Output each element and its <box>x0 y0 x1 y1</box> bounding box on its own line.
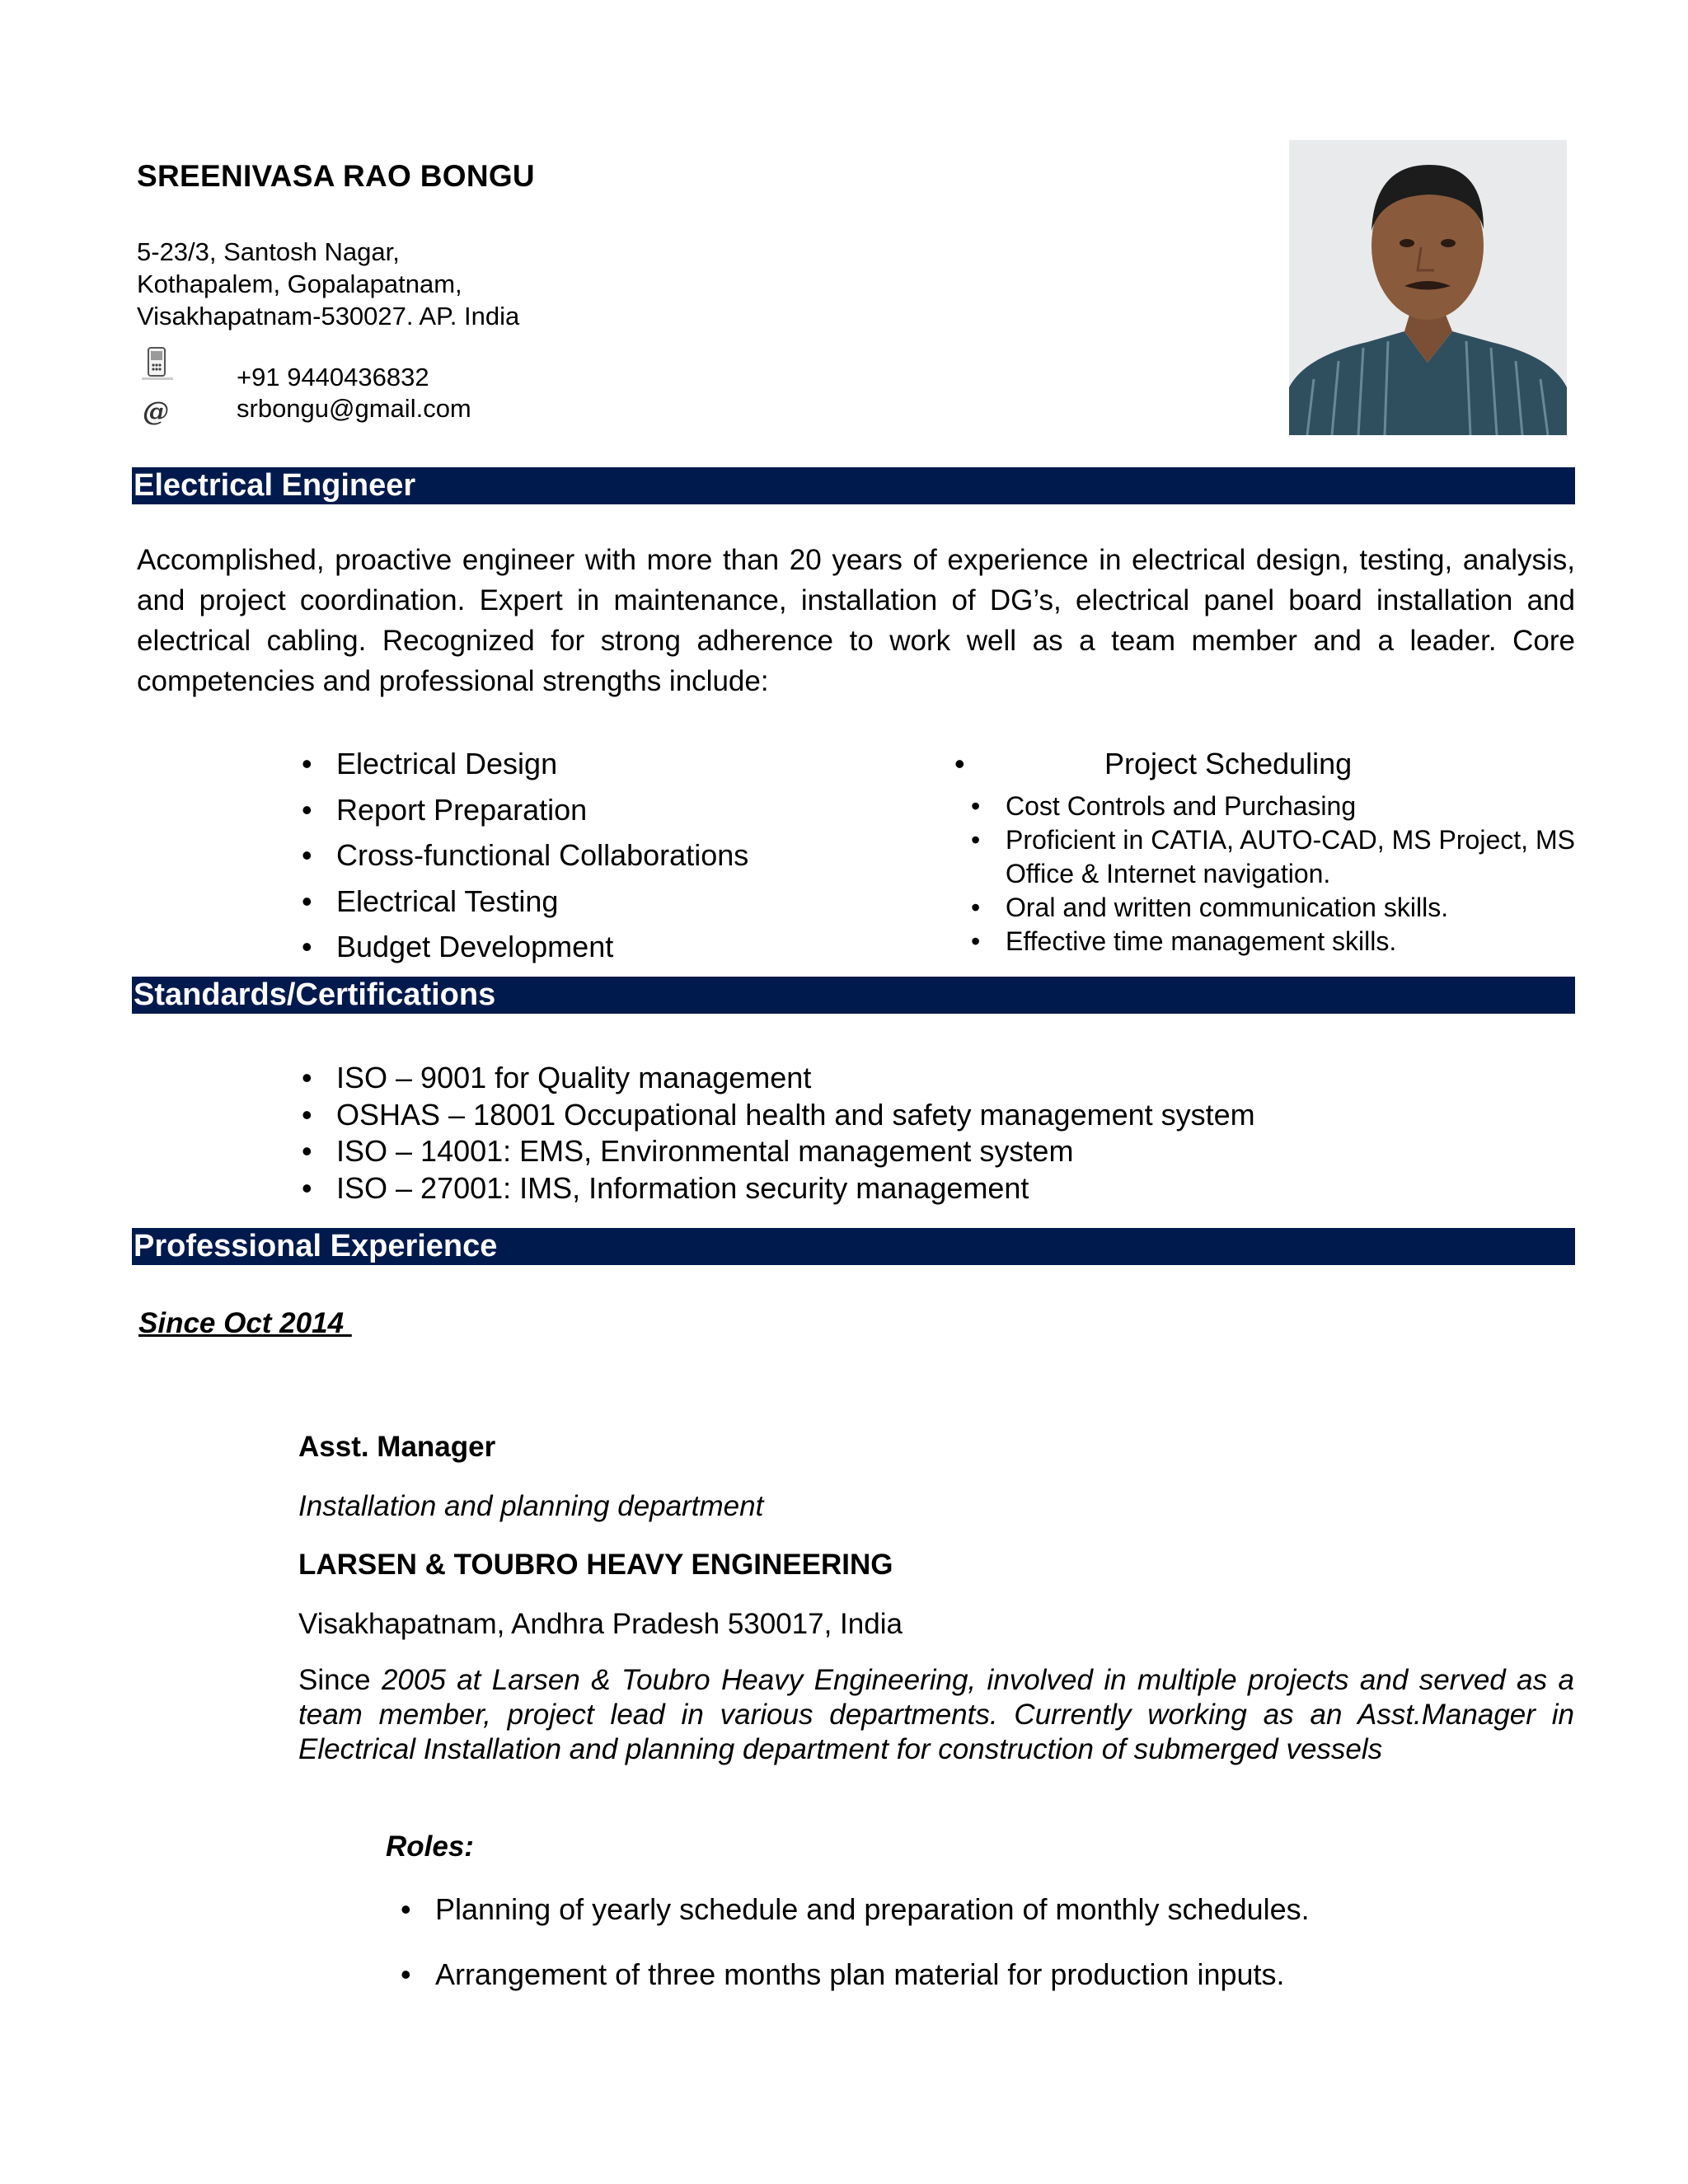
list-item: • Cost Controls and Purchasing <box>1006 790 1575 823</box>
section-header-experience: Professional Experience <box>132 1228 1575 1265</box>
bullet-icon: • <box>971 825 981 855</box>
list-item: • Cross-functional Collaborations <box>302 838 749 872</box>
roles-heading: Roles: <box>386 1830 474 1863</box>
profile-photo <box>1289 140 1567 435</box>
bullet-icon: • <box>302 747 312 780</box>
list-item: • Electrical Testing <box>302 883 559 918</box>
mobile-phone-icon <box>140 346 175 381</box>
address-line: Kothapalem, Gopalapatnam, <box>137 269 462 298</box>
job-position: Asst. Manager <box>298 1431 496 1463</box>
list-item: • Electrical Design <box>302 747 558 780</box>
bullet-icon: • <box>971 893 981 922</box>
certifications-list <box>302 1060 1255 1207</box>
address-block <box>137 236 519 332</box>
company-location: Visakhapatnam, Andhra Pradesh 530017, India <box>298 1608 903 1640</box>
company-name: LARSEN & TOUBRO HEAVY ENGINEERING <box>298 1549 893 1581</box>
list-item: • ISO – 14001: EMS, Environmental management system <box>302 1134 1074 1168</box>
bullet-icon: • <box>971 926 981 956</box>
list-item: • Proficient in CATIA, AUTO-CAD, MS Project, MS Office & Internet navigation. <box>971 825 1575 888</box>
list-item: • Effective time management skills. <box>1006 925 1575 958</box>
section-header-certifications: Standards/Certifications <box>132 977 1575 1014</box>
job-department: Installation and planning department <box>298 1490 764 1522</box>
bullet-icon: • <box>302 838 312 872</box>
address-line: 5-23/3, Santosh Nagar, <box>137 237 400 266</box>
bullet-icon: • <box>302 1134 312 1168</box>
address-line: Visakhapatnam-530027. AP. India <box>137 302 520 330</box>
bullet-icon: • <box>302 1170 312 1205</box>
bullet-icon: • <box>302 1061 312 1094</box>
competency-project-scheduling: Project Scheduling <box>1104 747 1353 780</box>
email-address: srbongu@gmail.com <box>237 394 471 423</box>
bullet-icon: • <box>302 1097 312 1132</box>
bullet-icon: • <box>302 792 312 827</box>
roles-list <box>401 1891 1310 2022</box>
list-item: • Arrangement of three months plan material for production inputs. <box>401 1957 1285 1991</box>
list-item: • Budget Development <box>302 930 614 963</box>
competencies-left-list <box>302 746 749 975</box>
bullet-icon: • <box>971 791 981 821</box>
bullet-icon: • <box>401 1892 411 1926</box>
professional-summary: Accomplished, proactive engineer with more than 20 years of experience in electrical design, testing, analysis, and project coordination. Expert in maintenance, installation of DG’s, electrical panel board installation and electrical cabling. Recognized for strong adherence to work well as a team member and a leader. Core competencies and professional strengths include: <box>137 544 1575 697</box>
bullet-icon: • <box>302 930 312 963</box>
job-description: Since 2005 at Larsen & Toubro Heavy Engineering, involved in multiple projects and served as a team member, project lead in various departments. Currently working as an Asst.Manager in Electrical Installation and planning department for construction of submerged vessels <box>298 1664 1574 1765</box>
phone-number: +91 9440436832 <box>237 363 429 391</box>
competencies-right-list <box>971 790 1575 958</box>
at-sign-icon <box>140 393 175 428</box>
list-item: • Planning of yearly schedule and preparation of monthly schedules. <box>401 1892 1310 1926</box>
list-item: • ISO – 27001: IMS, Information security management <box>302 1170 1029 1205</box>
candidate-name: SREENIVASA RAO BONGU <box>137 159 535 193</box>
bullet-icon: • <box>302 883 312 918</box>
list-item: • ISO – 9001 for Quality management <box>302 1061 812 1094</box>
svg-text:@: @ <box>143 396 169 427</box>
list-item: • Oral and written communication skills. <box>1006 891 1575 925</box>
experience-since: Since Oct 2014 <box>138 1307 352 1339</box>
list-item: • Report Preparation <box>302 792 588 827</box>
section-header-title: Electrical Engineer <box>132 467 1575 504</box>
bullet-icon: • <box>401 1957 411 1991</box>
list-item: • OSHAS – 18001 Occupational health and safety management system <box>302 1097 1255 1132</box>
bullet-icon: • <box>954 747 965 780</box>
